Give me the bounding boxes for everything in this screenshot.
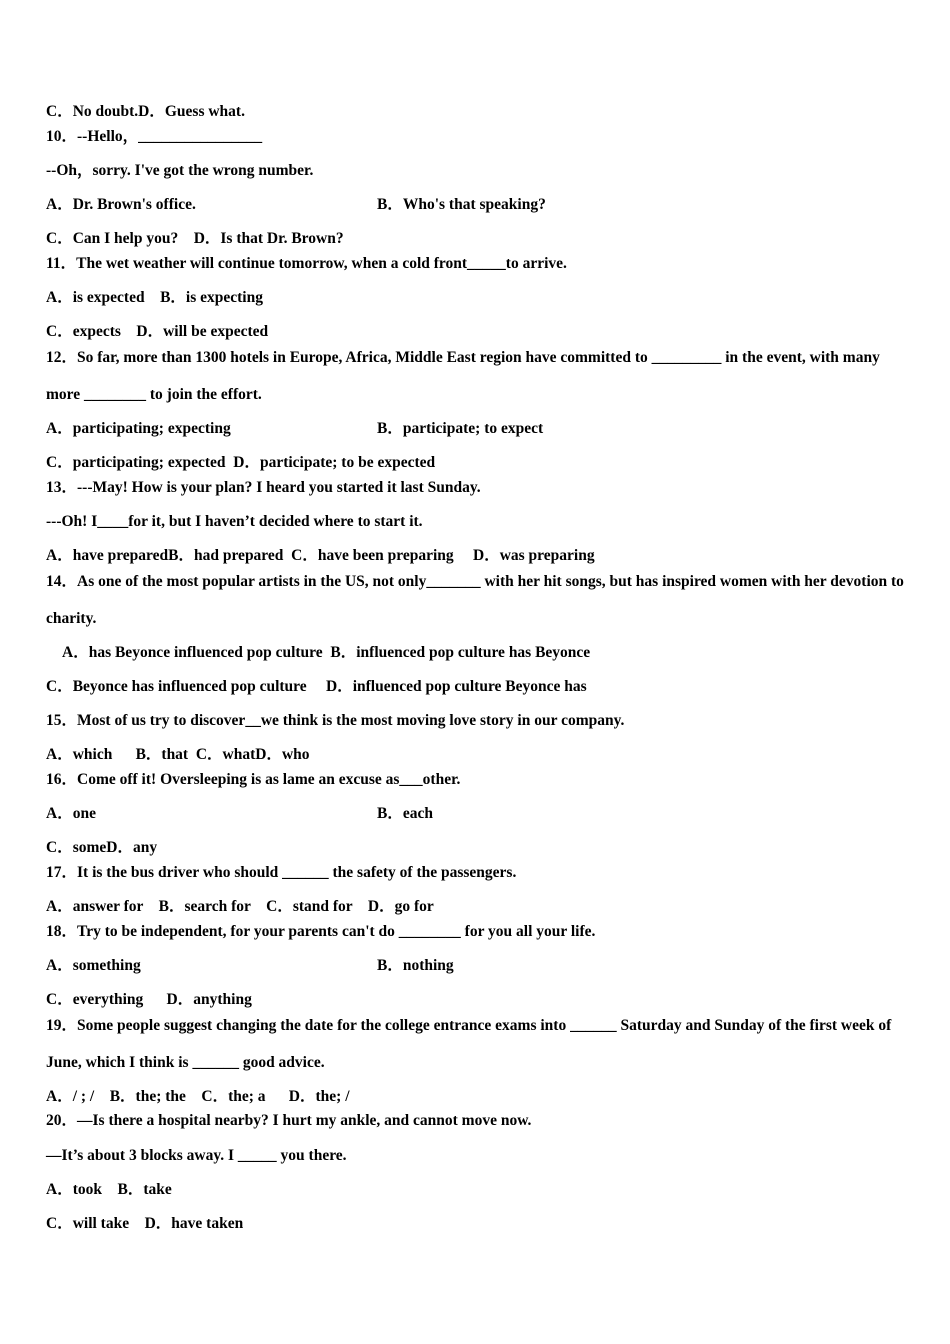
q13-dialogue: ---Oh! I____for it, but I haven’t decided where to start it. [46, 513, 423, 530]
q16-options-cd: C．someD．any [46, 839, 158, 856]
q10-option-b: B．Who's that speaking? [377, 196, 546, 213]
q18-options-cd: C．everything D．anything [46, 991, 252, 1008]
q13-stem: 13．---May! How is your plan? I heard you started it last Sunday. [46, 479, 481, 496]
q18-option-b: B．nothing [377, 957, 454, 974]
q12-options-cd: C．participating; expected D．participate; to be expected [46, 454, 436, 471]
q18-option-a: A．something [46, 957, 141, 974]
q18-stem: 18．Try to be independent, for your parents can't do ________ for you all your life. [46, 923, 596, 940]
q19-stem: 19．Some people suggest changing the date for the college entrance exams into ______ Saturday and Sunday of the first week of June, which I think is ______ good advice. [46, 1017, 892, 1071]
q12-stem: 12．So far, more than 1300 hotels in Europe, Africa, Middle East region have committed to _________ in the event, with many more ________ to join the effort. [46, 349, 880, 403]
q11-options-ab: A．is expected B．is expecting [46, 289, 263, 306]
q16-option-b: B．each [377, 805, 433, 822]
q11-options-cd: C．expects D．will be expected [46, 323, 269, 340]
q16-option-a: A．one [46, 805, 96, 822]
q12-option-a: A．participating; expecting [46, 420, 231, 437]
q20-options-cd: C．will take D．have taken [46, 1215, 244, 1232]
q11-stem: 11．The wet weather will continue tomorrow, when a cold front_____to arrive. [46, 255, 567, 272]
q17-options: A．answer for B．search for C．stand for D．go for [46, 898, 434, 915]
q10-dialogue: --Oh，sorry. I've got the wrong number. [46, 162, 314, 179]
q9-options-cd: C．No doubt.D．Guess what. [46, 103, 245, 120]
q15-stem: 15．Most of us try to discover__we think is the most moving love story in our company. [46, 712, 625, 729]
q14-options-ab: A．has Beyonce influenced pop culture B．influenced pop culture has Beyonce [62, 644, 591, 661]
q20-stem: 20．—Is there a hospital nearby? I hurt my ankle, and cannot move now. [46, 1112, 532, 1129]
q20-options-ab: A．took B．take [46, 1181, 172, 1198]
q12-option-b: B．participate; to expect [377, 420, 544, 437]
q13-options: A．have preparedB．had prepared C．have been preparing D．was preparing [46, 547, 595, 564]
q15-options: A．which B．that C．whatD．who [46, 746, 310, 763]
q17-stem: 17．It is the bus driver who should ______ the safety of the passengers. [46, 864, 517, 881]
q14-options-cd: C．Beyonce has influenced pop culture D．influenced pop culture Beyonce has [46, 678, 587, 695]
q20-dialogue: —It’s about 3 blocks away. I _____ you there. [46, 1147, 347, 1164]
q19-options: A．/ ; / B．the; the C．the; a D．the; / [46, 1088, 350, 1105]
q10-option-a: A．Dr. Brown's office. [46, 196, 196, 213]
q14-stem: 14．As one of the most popular artists in the US, not only_______ with her hit songs, but has inspired women with her devotion to charity. [46, 573, 904, 627]
q10-stem: 10．--Hello，________________ [46, 128, 263, 145]
q16-stem: 16．Come off it! Oversleeping is as lame an excuse as___other. [46, 771, 461, 788]
q10-options-cd: C．Can I help you? D．Is that Dr. Brown? [46, 230, 344, 247]
